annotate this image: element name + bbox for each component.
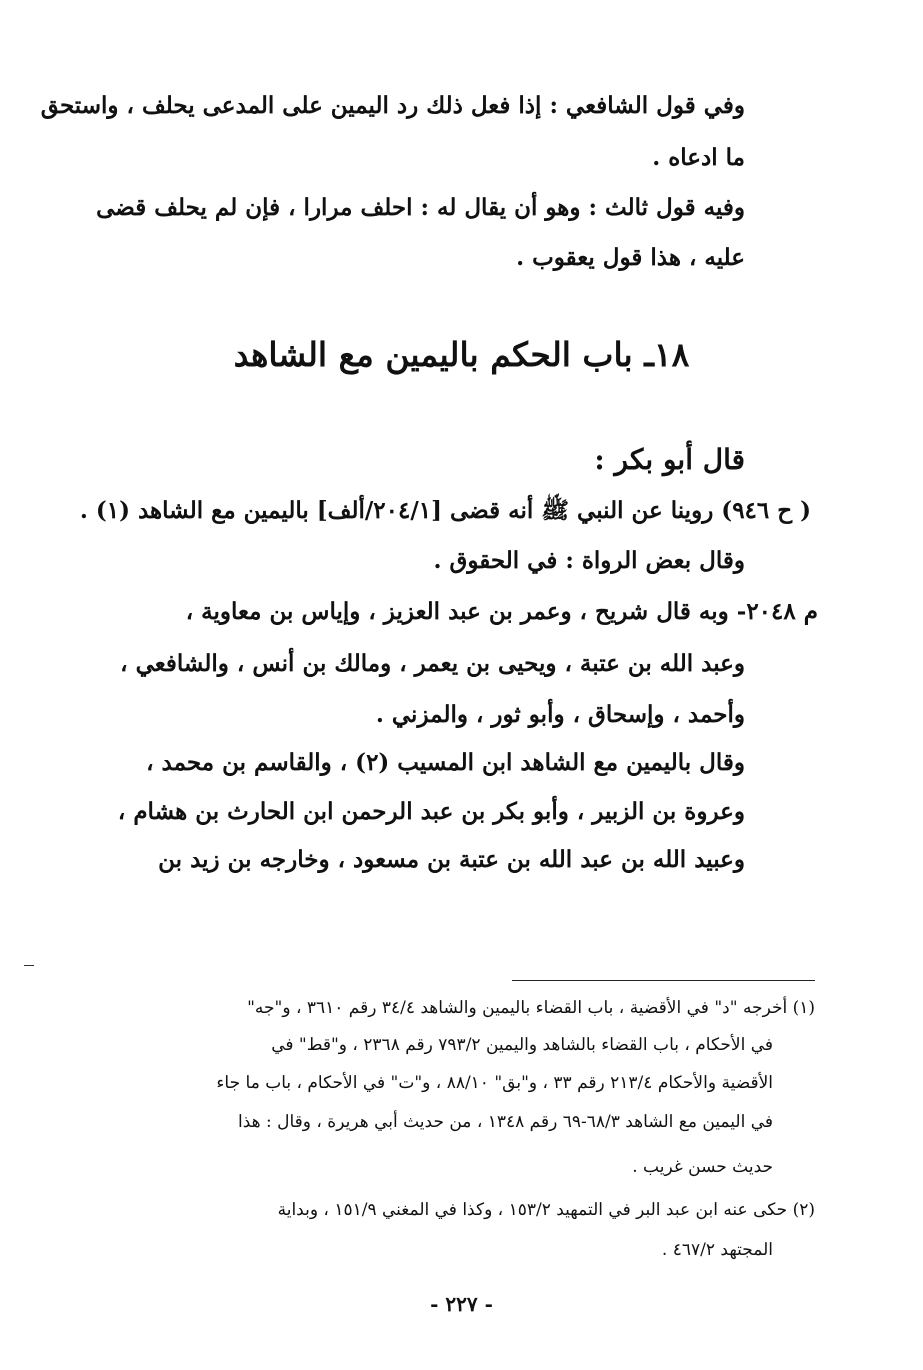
hadith-line: ( ح ٩٤٦) روينا عن النبي ﷺ أنه قضى [٢٠٤/١/ألف] باليمين مع الشاهد (١) . bbox=[79, 497, 811, 524]
hadith-note: وقال بعض الرواة : في الحقوق . bbox=[433, 547, 745, 574]
page-number: - ٢٢٧ - bbox=[430, 1292, 493, 1316]
section-speaker: قال أبو بكر : bbox=[594, 443, 745, 476]
footnote-line: في الأحكام ، باب القضاء بالشاهد واليمين ٧٩٣/٢ رقم ٢٣٦٨ ، و"قط" في bbox=[271, 1035, 773, 1055]
footnote-line: (١) أخرجه "د" في الأقضية ، باب القضاء باليمين والشاهد ٣٤/٤ رقم ٣٦١٠ ، و"جه" bbox=[247, 998, 815, 1018]
footnote-separator bbox=[512, 980, 815, 981]
footnote-line: (٢) حكى عنه ابن عبد البر في التمهيد ١٥٣/٢ ، وكذا في المغني ١٥١/٩ ، وبداية bbox=[277, 1200, 815, 1220]
margin-mark bbox=[24, 965, 34, 966]
paragraph-line: وفي قول الشافعي : إذا فعل ذلك رد اليمين على المدعى يحلف ، واستحق bbox=[40, 92, 745, 119]
masala-line: وعروة بن الزبير ، وأبو بكر بن عبد الرحمن ابن الحارث بن هشام ، bbox=[117, 798, 745, 825]
masala-line: وعبيد الله بن عبد الله بن عتبة بن مسعود ، وخارجه بن زيد بن bbox=[158, 846, 745, 873]
masala-line: وأحمد ، وإسحاق ، وأبو ثور ، والمزني . bbox=[375, 701, 745, 728]
masala-line: وقال باليمين مع الشاهد ابن المسيب (٢) ، والقاسم بن محمد ، bbox=[146, 749, 745, 776]
footnote-line: المجتهد ٤٦٧/٢ . bbox=[661, 1240, 773, 1260]
paragraph-line: عليه ، هذا قول يعقوب . bbox=[516, 244, 745, 271]
chapter-title: ١٨ـ باب الحكم باليمين مع الشاهد bbox=[233, 335, 690, 374]
masala-line: وعبد الله بن عتبة ، ويحيى بن يعمر ، ومالك بن أنس ، والشافعي ، bbox=[120, 650, 745, 677]
paragraph-line: ما ادعاه . bbox=[652, 144, 745, 171]
footnote-line: في اليمين مع الشاهد ٦٨/٣-٦٩ رقم ١٣٤٨ ، من حديث أبي هريرة ، وقال : هذا bbox=[238, 1112, 773, 1132]
paragraph-line: وفيه قول ثالث : وهو أن يقال له : احلف مرارا ، فإن لم يحلف قضى bbox=[96, 194, 745, 221]
footnote-line: الأقضية والأحكام ٢١٣/٤ رقم ٣٣ ، و"بق" ٨٨/١٠ ، و"ت" في الأحكام ، باب ما جاء bbox=[216, 1073, 773, 1093]
masala-line: م ٢٠٤٨- وبه قال شريح ، وعمر بن عبد العزيز ، وإياس بن معاوية ، bbox=[185, 598, 818, 625]
footnote-line: حديث حسن غريب . bbox=[632, 1157, 773, 1177]
